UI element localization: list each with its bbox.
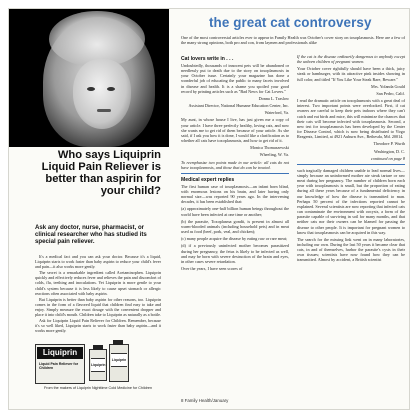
ad-footer: From the makers of Liquiprin Nighttime Cold Medicine for Children <box>43 386 152 390</box>
reply-text: The search for the missing link went on in many laboratories, including our own. During the last 50 years it became clear that cats, in and of themselves, harbor the parasite's cysts in their own tissues; scientists have now found how they can be transmitted. Almost by accident, a British scientist <box>297 236 405 263</box>
child-photo <box>9 9 169 147</box>
reply-text: such tragically damaged children unable to lead normal lives—simply because an uninformed mother ate steak tartare or raw meat during her pregnancy. The number of children born each year with toxoplasmosis is small, but the proportion of eating during all these years because of a fundamental deficiency in our knowledge of how the disease is transmitted to man. Perhaps 50 percent of the infections reported cannot be explained. Several scientists are now reporting that infected cats can contaminate the environment with oocysts, a form of the parasite capable of surviving in soil for many months, and that neither cats nor their owners can be blamed for passing the disease to other people. It is important for pregnant women to know that toxoplasmosis can be acquired in this way. <box>297 167 405 235</box>
reply-text: (d) if a previously uninfected mother becomes parasitized during her pregnancy, the fetus is likely to be infected as well, and may be born with severe destruction of the brain and eyes, in other cases severe retardation. <box>181 243 289 264</box>
signature-name: Donna L. Traslow <box>258 95 289 101</box>
signature-place: Wheeling, W. Va. <box>259 152 289 158</box>
signature-place: San Pedro, Calif. <box>376 90 405 96</box>
bottle-label: Liquiprin <box>91 358 105 372</box>
article-column-left <box>181 54 289 273</box>
article-intro: One of the most controversial articles ever to appear in Family Health was October's cover story on toxoplasmosis. Here are a few of the many strong opinions, both pro and con, from laymen and professionals alike <box>181 35 405 46</box>
product-brand: Liquiprin <box>37 347 83 359</box>
ad-paragraph: It's a medical fact and you can ask your doctor. Because it's a liquid, Liquiprin starts to work faster than baby aspirin to reduce your child's fever and pain—it also works more gently. <box>35 254 161 270</box>
product-bottle <box>109 344 129 382</box>
product-box <box>35 344 85 384</box>
child-mouth <box>97 109 111 112</box>
child-eye-left <box>87 87 95 91</box>
child-face <box>73 59 131 129</box>
letter-text: Your October cover rightfully should have been a thick, juicy steak or hamburger, with its attractive pink insides showing in full color, and titled "If You Like Your Steak Rare, Beware." <box>297 66 405 82</box>
magazine-page <box>8 8 410 410</box>
article-column-right <box>297 54 405 265</box>
section-divider <box>181 173 289 174</box>
reply-text: (a) approximately one-half billion human beings throughout the world have been infected at one time or another; <box>181 206 289 217</box>
child-eye-right <box>107 87 115 91</box>
editor-note: To reemphasize two points made in our article: all cats do not have toxoplasmosis, and those that do can be treated. <box>181 159 289 170</box>
signature-place: Washington, D. C. <box>374 148 405 154</box>
ad-headline: Who says Liquiprin Liquid Pain Reliever is better than aspirin for your child? <box>41 149 161 197</box>
ad-paragraph: The secret is a remarkable ingredient called Acetaminophen. Liquiprin quickly and effectively reduces fever and relieves the pain and discomfort of colds, flu, teething and inoculations. Yet Liquiprin is more gentle to your child's system because it is less likely to cause upset stomach or allergic reactions often associated with baby aspirin. <box>35 270 161 296</box>
pull-quote: If the cat is the disease ordinarily dangerous to anybody except the unborn children of pregnant women. <box>297 54 405 65</box>
ad-paragraph: Ask for Liquiprin Liquid Pain Reliever for Children. Remember, because it's so well liked, Liquiprin starts to work faster than baby aspirin—and it works more gently. <box>35 318 161 334</box>
letter-text: Undoubtedly, thousands of innocent pets will be abandoned or needlessly put to death due to the story on toxoplasmosis in your October issue. Certainly your magazine has done a wonderful job of educating the public to many facets involved in disease and health. It is a shame you spoiled your good record by printing articles such as "Bad News for Cat Lovers." <box>181 63 289 94</box>
signature-place: Waterford, Va. <box>264 110 289 116</box>
product-bottle <box>89 349 107 381</box>
signature-name: Mrs. Yolanda Gould <box>371 83 405 89</box>
reply-text: (b) the parasite, Toxoplasma gondii, is present in almost all warm-blooded animals (including household pets) and in meat used as food (beef, pork, veal, and chicken); <box>181 218 289 235</box>
liquiprin-advertisement <box>9 9 169 409</box>
bottle-cap <box>113 340 123 345</box>
section-heading: Cat lovers write in . . . <box>181 56 234 62</box>
reply-text: The first human case of toxoplasmosis—an infant born blind, with enormous lesions on his brain, and later having only normal size—was reported 90 years ago. In the intervening decades, it has been established that: <box>181 183 289 205</box>
reply-text: Over the years, I have seen scores of <box>181 266 243 271</box>
signature-name: Theodore P. Wurth <box>373 141 405 147</box>
section-heading: Medical expert replies <box>181 176 235 183</box>
signature-title: Assistant Director, National Humane Education Center, Inc. <box>188 103 289 109</box>
letter-text: I read the dramatic article on toxoplasmosis with a great deal of interest. Two important points were overlooked. First, if cat owners are careful to keep their pets indoors where they can't catch and eat birds and mice, this will minimize the chances that their cats will become infected with toxoplasmosis. Second, a new test for toxoplasmosis has been developed by the Center for Disease Control, which is now being distributed to Virgo Reagents, Limited, at 4921 Auburn Ave., Bethesda, Md. 20014. <box>297 98 405 140</box>
ad-subhead: Ask any doctor, nurse, pharmacist, or clinical researcher who has studied its special pain reliever. <box>35 224 147 245</box>
continued-note: continued on page 8 <box>370 155 405 161</box>
bottle-cap <box>93 345 103 350</box>
reply-text: (c) many people acquire the disease by eating raw or rare meat; <box>181 236 288 242</box>
page-footer: 8 Family Health/January <box>181 398 229 403</box>
article-title: the great cat controversy <box>209 15 372 30</box>
ad-body-copy <box>35 254 161 334</box>
ad-paragraph: But Liquiprin is better than baby aspirin for other reasons, too. Liquiprin comes in the form of a flavored liquid that children find easy to take and enjoy. Simply measure the exact dosage with the convenient dropper and place it into child's mouth. Children take to Liquiprin as naturally as a bottle. <box>35 296 161 318</box>
section-divider <box>297 164 405 165</box>
signature-name: Monica Thomaszewski <box>250 145 289 151</box>
article <box>179 9 407 409</box>
product-line: Liquid Pain Reliever for Children <box>39 362 79 370</box>
letter-text: My aunt, in whose house I live, has just given me a copy of your article. I have three perfectly healthy, loving cats, and now she wants me to get rid of them because of your article. As she said, if I ask you how it is done, I would like a clarification as to whether all cats have toxoplasmosis, and how to get rid of it. <box>181 117 289 144</box>
bottle-label: Liquiprin <box>111 353 127 367</box>
